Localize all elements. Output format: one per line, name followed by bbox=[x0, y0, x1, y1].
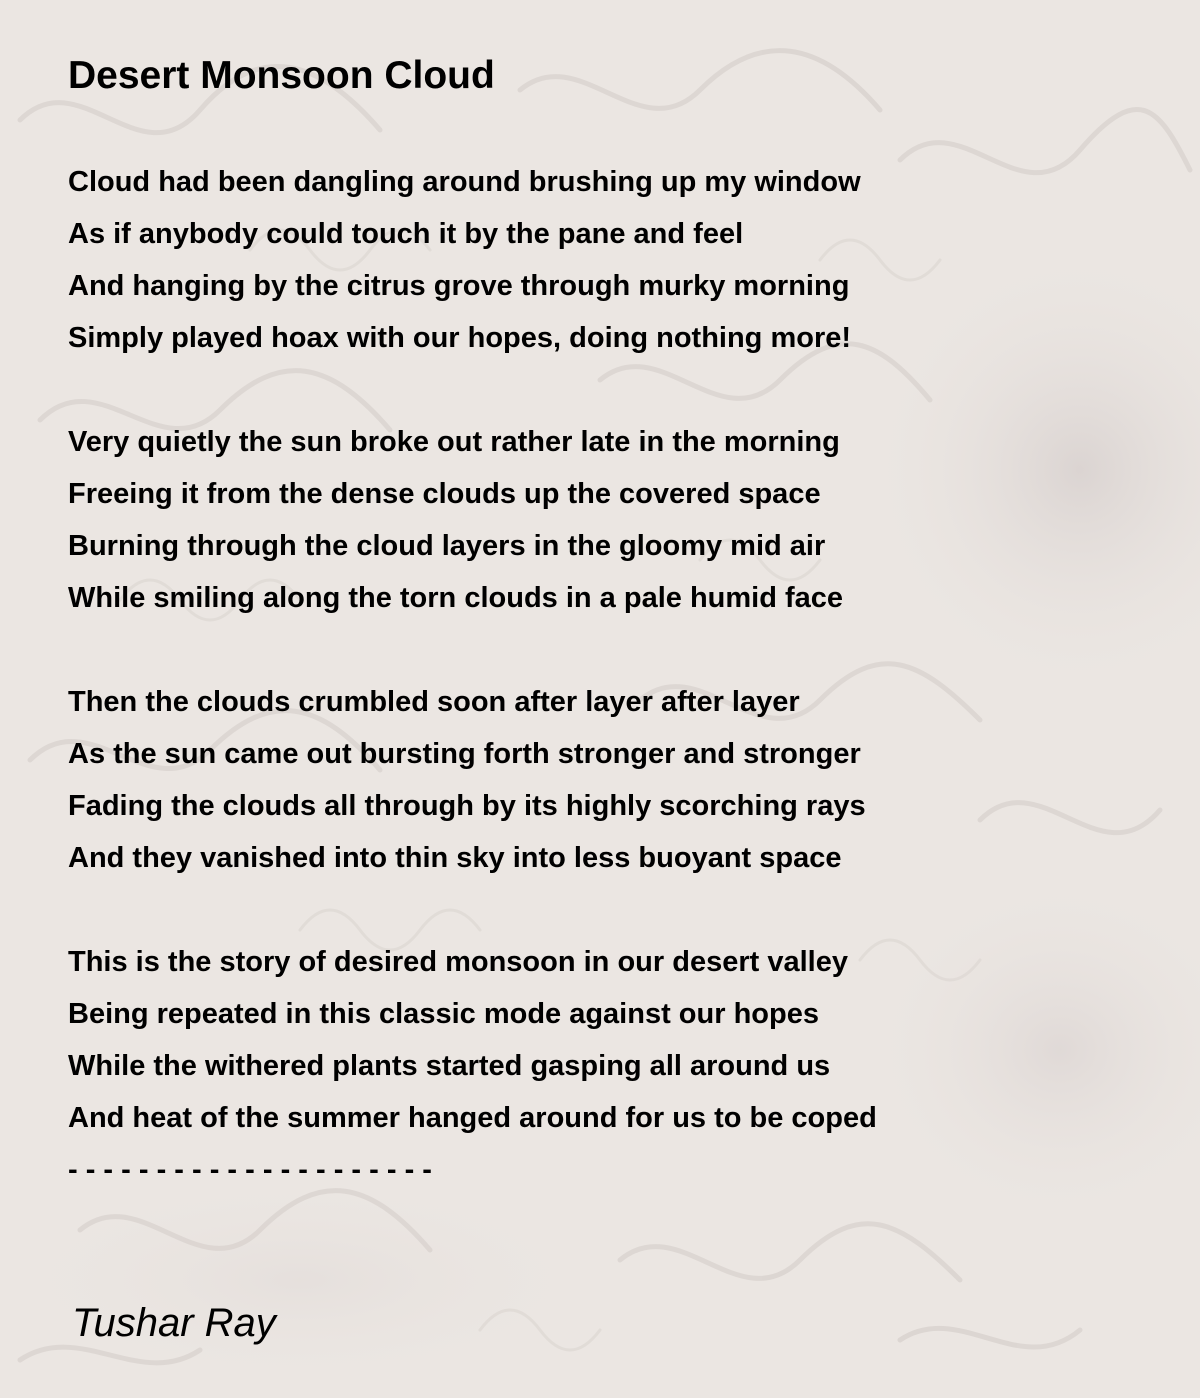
poem-line: And they vanished into thin sky into less buoyant space bbox=[68, 842, 842, 874]
poem-line: Then the clouds crumbled soon after layer after layer bbox=[68, 686, 800, 718]
stanza bbox=[68, 936, 1200, 1196]
poem-line: Freeing it from the dense clouds up the covered space bbox=[68, 478, 821, 510]
poem-line: As if anybody could touch it by the pane and feel bbox=[68, 218, 744, 250]
poem-line: Fading the clouds all through by its highly scorching rays bbox=[68, 790, 866, 822]
poem-end-divider: - - - - - - - - - - - - - - - - - - - - - bbox=[68, 1154, 432, 1186]
poem-line: As the sun came out bursting forth stronger and stronger bbox=[68, 738, 861, 770]
poem-line: Burning through the cloud layers in the gloomy mid air bbox=[68, 530, 826, 562]
poem-line: This is the story of desired monsoon in our desert valley bbox=[68, 946, 848, 978]
poem-line: Simply played hoax with our hopes, doing nothing more! bbox=[68, 322, 852, 354]
poem-line: While the withered plants started gasping all around us bbox=[68, 1050, 831, 1082]
poem-line: Being repeated in this classic mode against our hopes bbox=[68, 998, 819, 1030]
poem-line: Cloud had been dangling around brushing up my window bbox=[68, 166, 861, 198]
poem-line: And heat of the summer hanged around for us to be coped bbox=[68, 1102, 877, 1134]
poem-line: Very quietly the sun broke out rather late in the morning bbox=[68, 426, 840, 458]
poem-title: Desert Monsoon Cloud bbox=[68, 54, 495, 97]
stanza bbox=[68, 156, 1200, 364]
poem-line: And hanging by the citrus grove through murky morning bbox=[68, 270, 850, 302]
poem-body bbox=[68, 156, 1200, 1196]
poem-author: Tushar Ray bbox=[72, 1301, 276, 1345]
stanza bbox=[68, 676, 1200, 884]
stanza bbox=[68, 416, 1200, 624]
poem-container bbox=[68, 48, 1200, 1196]
poem-line: While smiling along the torn clouds in a pale humid face bbox=[68, 582, 844, 614]
